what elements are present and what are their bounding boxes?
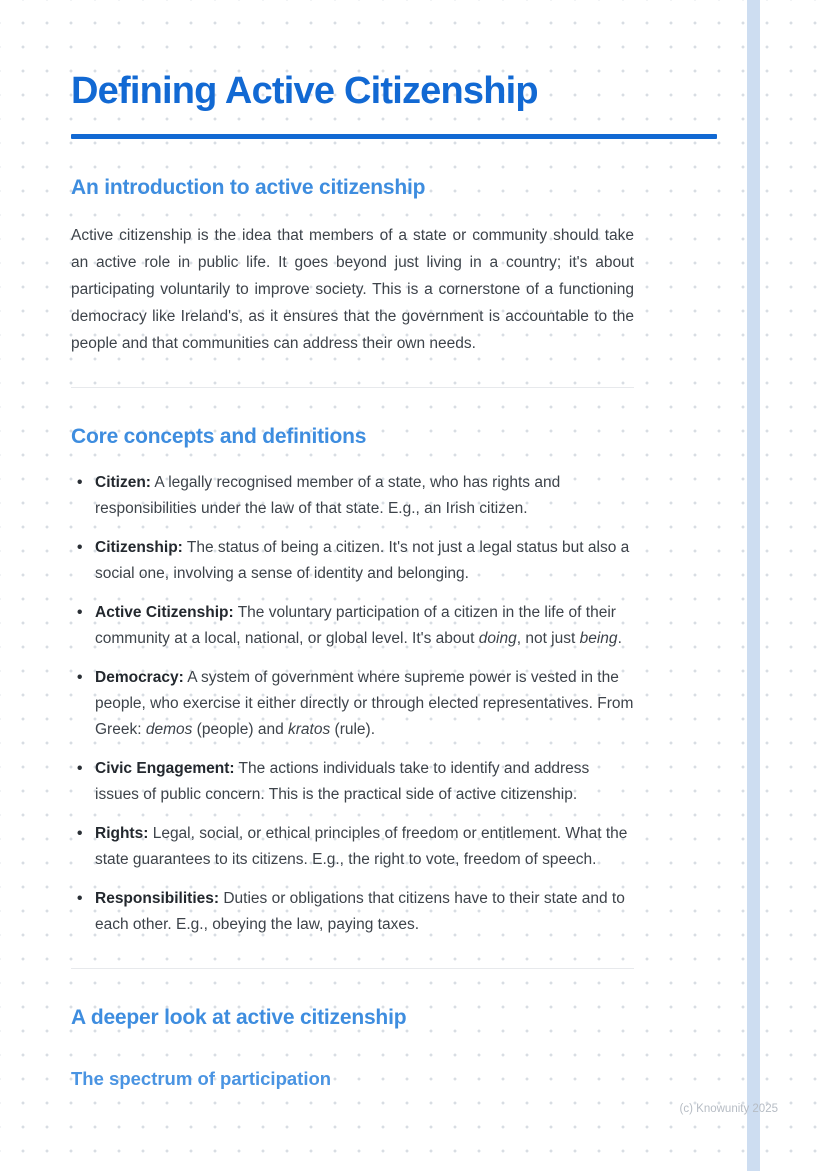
- document-content: [71, 0, 717, 1090]
- section-heading-deeper-look: A deeper look at active citizenship: [71, 1005, 407, 1029]
- list-item: [71, 535, 634, 587]
- term-label: Democracy:: [95, 668, 184, 686]
- section-heading-introduction: An introduction to active citizenship: [71, 175, 426, 199]
- definitions-list: [71, 470, 634, 938]
- section-divider: [71, 968, 634, 969]
- definition-text: Legal, social, or ethical principles of freedom or entitlement. What the state guarantees to its citizens. E.g., the right to vote, freedom of speech.: [95, 824, 628, 868]
- list-item: [71, 470, 634, 522]
- definition-text: (people) and: [192, 720, 289, 738]
- subsection-heading-spectrum: The spectrum of participation: [71, 1067, 332, 1089]
- definition-text: A legally recognised member of a state, who has rights and responsibilities under the law of that state. E.g., an Irish citizen.: [95, 473, 561, 517]
- italic-text: kratos: [288, 720, 331, 738]
- list-item: [71, 665, 634, 743]
- term-label: Active Citizenship:: [95, 603, 234, 621]
- definition-text: (rule).: [330, 720, 376, 738]
- list-item: [71, 886, 634, 938]
- list-item: [71, 821, 634, 873]
- section-divider: [71, 387, 634, 388]
- section-heading-core-concepts: Core concepts and definitions: [71, 424, 367, 448]
- definition-text: .: [617, 629, 622, 647]
- definition-text: The status of being a citizen. It's not just a legal status but also a social one, involving a sense of identity and belonging.: [95, 538, 630, 582]
- definition-text: The voluntary participation of a citizen in the life of their community at a local, national, or global level. It's about: [95, 603, 616, 647]
- italic-text: being: [579, 629, 618, 647]
- term-label: Citizenship:: [95, 538, 183, 556]
- title-underline-rule: [71, 134, 717, 139]
- term-label: Responsibilities:: [95, 889, 220, 907]
- right-margin-stripe: [747, 0, 760, 1171]
- term-label: Citizen:: [95, 473, 151, 491]
- footer-credit: (c) Knowunity 2025: [679, 1103, 778, 1115]
- definition-text: A system of government where supreme power is vested in the people, who exercise it either directly or through elected representatives. From Greek:: [95, 668, 634, 738]
- italic-text: demos: [145, 720, 193, 738]
- list-item: [71, 600, 634, 652]
- introduction-paragraph: Active citizenship is the idea that members of a state or community should take an active role in public life. It goes beyond just living in a country; it's about participating voluntarily to improve society. This is a cornerstone of a functioning democracy like Ireland's, as it ensures that the government is accountable to the people and that communities can address their own needs.: [71, 226, 634, 352]
- term-label: Civic Engagement:: [95, 759, 235, 777]
- definition-text: Duties or obligations that citizens have to their state and to each other. E.g., obeying the law, paying taxes.: [95, 889, 625, 933]
- definition-text: The actions individuals take to identify and address issues of public concern. This is the practical side of active citizenship.: [95, 759, 590, 803]
- italic-text: doing: [478, 629, 517, 647]
- page-title: Defining Active Citizenship: [71, 70, 538, 112]
- definition-text: , not just: [516, 629, 580, 647]
- term-label: Rights:: [95, 824, 149, 842]
- list-item: [71, 756, 634, 808]
